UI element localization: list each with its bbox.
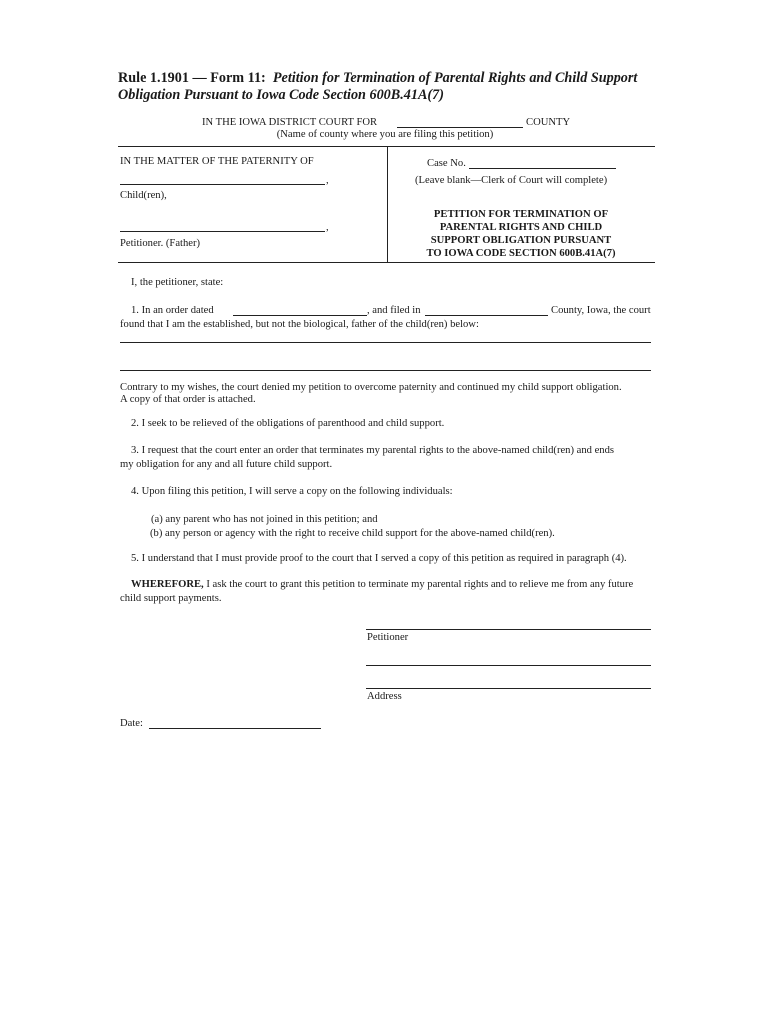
filed-county-blank[interactable] — [425, 315, 548, 316]
para3-line2: my obligation for any and all future child support. — [120, 459, 333, 470]
court-note: (Name of county where you are filing this petition) — [276, 129, 494, 140]
para1-end: County, Iowa, the court — [551, 305, 651, 316]
wherefore-keyword: WHEREFORE, — [131, 579, 204, 590]
caption-divider — [387, 146, 388, 263]
petitioner-label: Petitioner. (Father) — [120, 238, 201, 249]
form-name-line2: Obligation Pursuant to Iowa Code Section 600B.41A(7) — [118, 86, 444, 103]
para3-line1: 3. I request that the court enter an order that terminates my parental rights to the above-named child(ren) and ends — [131, 445, 615, 456]
children-names-line-2[interactable] — [120, 370, 651, 371]
para1-mid: , and filed in — [367, 305, 421, 316]
order-date-blank[interactable] — [233, 315, 367, 316]
date-blank[interactable] — [149, 728, 321, 729]
petitioner-signature-line[interactable] — [366, 629, 651, 630]
wherefore-text: I ask the court to grant this petition to terminate my parental rights and to relieve me from any future — [203, 579, 634, 590]
petition-heading-l2: PARENTAL RIGHTS AND CHILD — [439, 222, 603, 233]
petition-heading — [393, 208, 649, 260]
petition-heading-l1: PETITION FOR TERMINATION OF — [433, 209, 609, 220]
para4-item-b: (b) any person or agency with the right to receive child support for the above-named child(ren). — [150, 528, 555, 539]
para4-item-a: (a) any parent who has not joined in this petition; and — [151, 514, 378, 525]
form-title — [118, 70, 658, 103]
contrary-line1: Contrary to my wishes, the court denied my petition to overcome paternity and continued my child support obligation. — [120, 382, 622, 393]
children-label: Child(ren), — [120, 190, 167, 201]
para5: 5. I understand that I must provide proof to the court that I served a copy of this petition as required in paragraph (4). — [131, 553, 627, 564]
case-no-label: Case No. — [427, 158, 466, 169]
para1-line2: found that I am the established, but not the biological, father of the child(ren) below: — [120, 319, 479, 330]
court-suffix: COUNTY — [526, 117, 571, 128]
leave-blank-note: (Leave blank—Clerk of Court will complete) — [415, 175, 608, 186]
petition-heading-l3: SUPPORT OBLIGATION PURSUANT — [430, 235, 612, 246]
petition-heading-l4: TO IOWA CODE SECTION 600B.41A(7) — [426, 248, 616, 259]
address-line-2[interactable] — [366, 688, 651, 689]
intro-text: I, the petitioner, state: — [131, 277, 224, 288]
caption-bottom-rule — [118, 262, 655, 263]
comma-1: , — [326, 175, 329, 186]
wherefore-line1 — [131, 578, 633, 591]
wherefore-line2: child support payments. — [120, 593, 222, 604]
para4: 4. Upon filing this petition, I will serve a copy on the following individuals: — [131, 486, 453, 497]
rule-label: Rule 1.1901 — Form 11: — [118, 70, 266, 86]
matter-heading: IN THE MATTER OF THE PATERNITY OF — [120, 156, 314, 167]
address-label: Address — [367, 691, 402, 702]
child-name-blank[interactable] — [120, 184, 325, 185]
address-line-1[interactable] — [366, 665, 651, 666]
para2: 2. I seek to be relieved of the obligations of parenthood and child support. — [131, 418, 445, 429]
contrary-line2: A copy of that order is attached. — [120, 394, 256, 405]
case-no-blank[interactable] — [469, 168, 616, 169]
date-label: Date: — [120, 718, 143, 729]
petitioner-name-blank[interactable] — [120, 231, 325, 232]
form-name-line1: Petition for Termination of Parental Rights and Child Support — [272, 70, 638, 86]
children-names-line-1[interactable] — [120, 342, 651, 343]
petitioner-signature-label: Petitioner — [367, 632, 409, 643]
court-prefix: IN THE IOWA DISTRICT COURT FOR — [202, 117, 378, 128]
para1-start: 1. In an order dated — [131, 305, 214, 316]
comma-2: , — [326, 222, 329, 233]
